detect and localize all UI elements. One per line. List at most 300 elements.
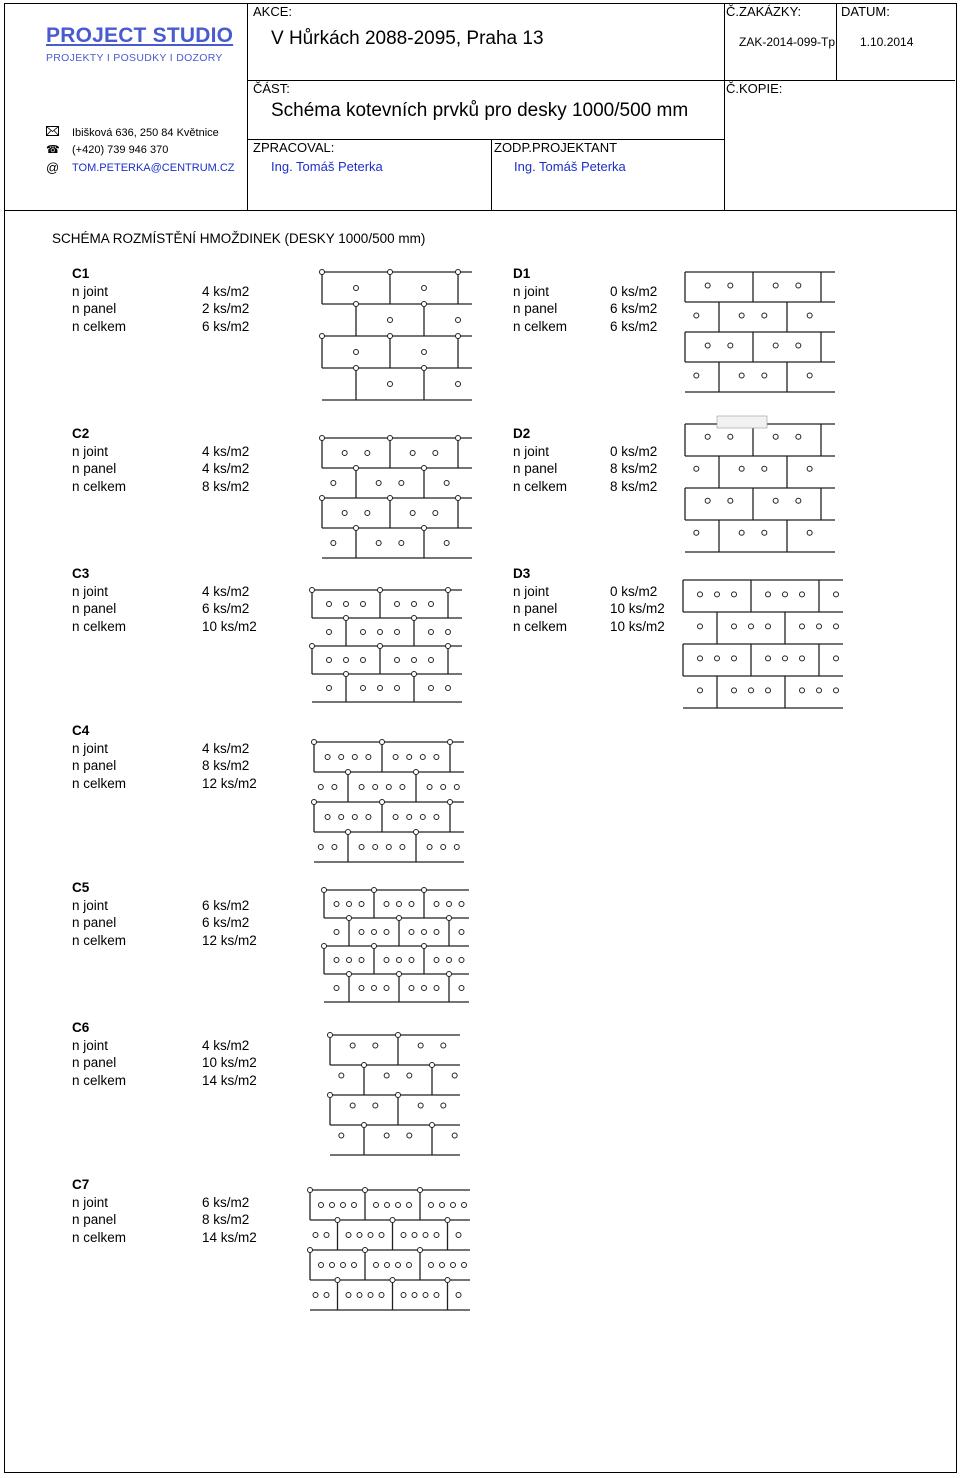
anchor-dot <box>732 592 737 597</box>
anchor-dot <box>344 602 349 607</box>
anchor-dot <box>350 1103 355 1108</box>
anchor-dot <box>427 785 432 790</box>
anchor-dot <box>342 511 347 516</box>
anchor-dot <box>410 511 415 516</box>
anchor-dot <box>694 373 699 378</box>
anchor-dot <box>319 1263 324 1268</box>
anchor-dot <box>388 436 393 441</box>
anchor-dot <box>694 313 699 318</box>
studio-name: PROJECT STUDIO <box>46 24 234 47</box>
anchor-dot <box>817 624 822 629</box>
header-divider <box>247 80 955 81</box>
anchor-dot <box>373 845 378 850</box>
anchor-dot <box>434 1293 439 1298</box>
anchor-dot <box>412 1293 417 1298</box>
scheme-title: C3 <box>72 566 90 581</box>
anchor-dot <box>418 1188 423 1193</box>
anchor-dot <box>313 1233 318 1238</box>
anchor-dot <box>434 902 439 907</box>
anchor-dot <box>739 530 744 535</box>
scheme-title: C4 <box>72 723 90 738</box>
anchor-dot <box>396 1033 401 1038</box>
anchor-dot <box>429 1263 434 1268</box>
anchor-dot <box>365 451 370 456</box>
anchor-dot <box>347 916 352 921</box>
anchor-dot <box>422 930 427 935</box>
anchor-dot <box>447 958 452 963</box>
anchor-dot <box>705 343 710 348</box>
anchor-dot <box>395 658 400 663</box>
anchor-dot <box>327 686 332 691</box>
anchor-dot <box>434 755 439 760</box>
anchor-dot <box>441 1103 446 1108</box>
anchor-dot <box>357 1233 362 1238</box>
anchor-dot <box>366 755 371 760</box>
anchor-dot <box>400 785 405 790</box>
anchor-dot <box>335 1278 340 1283</box>
anchor-dot <box>327 602 332 607</box>
scheme-value: 12 ks/m2 <box>202 776 257 792</box>
anchor-dot <box>834 592 839 597</box>
anchor-dot <box>354 350 359 355</box>
anchor-dot <box>783 592 788 597</box>
anchor-dot <box>807 530 812 535</box>
anchor-dot <box>773 498 778 503</box>
anchor-dot <box>409 958 414 963</box>
note-box <box>717 416 767 428</box>
anchor-dot <box>334 958 339 963</box>
zakazka-value: ZAK-2014-099-Tp <box>739 35 836 49</box>
anchor-dot <box>384 1133 389 1138</box>
anchor-dot <box>339 815 344 820</box>
contact-address <box>46 126 219 139</box>
cast-value: Schéma kotevních prvků pro desky 1000/500 mm <box>271 100 689 121</box>
anchor-dot <box>445 1278 450 1283</box>
header-divider <box>836 3 837 80</box>
scheme-key: n joint <box>72 1194 109 1210</box>
anchor-dot <box>433 511 438 516</box>
anchor-dot <box>347 958 352 963</box>
scheme-key: n celkem <box>72 319 127 335</box>
anchor-dot <box>739 466 744 471</box>
anchor-dot <box>422 366 427 371</box>
anchor-dot <box>418 1103 423 1108</box>
scheme-C5 <box>72 879 257 950</box>
anchor-dot <box>397 916 402 921</box>
anchor-dot <box>456 334 461 339</box>
anchor-dot <box>361 658 366 663</box>
anchor-dot <box>807 313 812 318</box>
scheme-value: 6 ks/m2 <box>202 1194 250 1210</box>
anchor-dot <box>354 466 359 471</box>
anchor-dot <box>462 1263 467 1268</box>
anchor-dot <box>325 755 330 760</box>
anchor-dot <box>749 624 754 629</box>
scheme-title: C1 <box>72 266 90 281</box>
contact-email <box>46 160 235 175</box>
anchor-dot <box>412 616 417 621</box>
anchor-dot <box>732 656 737 661</box>
anchor-dot <box>728 434 733 439</box>
anchor-dot <box>344 672 349 677</box>
anchor-dot <box>332 845 337 850</box>
anchor-dot <box>378 588 383 593</box>
anchor-dot <box>456 1293 461 1298</box>
scheme-value: 8 ks/m2 <box>202 479 250 495</box>
scheme-title: C2 <box>72 426 90 441</box>
anchor-dot <box>422 350 427 355</box>
anchor-dot <box>414 770 419 775</box>
anchor-dot <box>456 436 461 441</box>
scheme-value: 8 ks/m2 <box>610 461 658 477</box>
anchor-dot <box>698 624 703 629</box>
anchor-dot <box>773 343 778 348</box>
anchor-dot <box>422 944 427 949</box>
scheme-key: n celkem <box>72 1073 127 1089</box>
zakazka-label: Č.ZAKÁZKY: <box>726 4 802 19</box>
anchor-dot <box>454 785 459 790</box>
zodp-label: ZODP.PROJEKTANT <box>494 140 618 155</box>
anchor-dot <box>339 755 344 760</box>
anchor-dot <box>324 1293 329 1298</box>
scheme-value: 10 ks/m2 <box>202 1055 257 1071</box>
header-divider <box>491 139 492 210</box>
anchor-dot <box>456 318 461 323</box>
anchor-dot <box>451 1263 456 1268</box>
anchor-dot <box>330 1203 335 1208</box>
scheme-C1 <box>72 265 249 336</box>
scheme-title: C7 <box>72 1177 90 1192</box>
section-title: SCHÉMA ROZMÍSTĚNÍ HMOŽDINEK (DESKY 1000/500 mm) <box>52 231 426 246</box>
akce-value: V Hůrkách 2088-2095, Praha 13 <box>271 28 544 49</box>
anchor-dot <box>320 270 325 275</box>
anchor-dot <box>434 815 439 820</box>
anchor-dot <box>378 644 383 649</box>
anchor-dot <box>796 343 801 348</box>
anchor-dot <box>380 800 385 805</box>
anchor-dot <box>324 1233 329 1238</box>
anchor-dot <box>732 624 737 629</box>
anchor-dot <box>448 800 453 805</box>
scheme-key: n joint <box>72 283 109 299</box>
scheme-value: 14 ks/m2 <box>202 1230 257 1246</box>
anchor-dot <box>412 658 417 663</box>
anchor-dot <box>388 318 393 323</box>
anchor-dot <box>796 434 801 439</box>
anchor-dot <box>335 1218 340 1223</box>
anchor-dot <box>796 283 801 288</box>
anchor-dot <box>344 658 349 663</box>
anchor-dot <box>363 1188 368 1193</box>
scheme-value: 14 ks/m2 <box>202 1073 257 1089</box>
anchor-dot <box>396 1263 401 1268</box>
at-icon: @ <box>46 160 60 175</box>
anchor-dot <box>334 930 339 935</box>
anchor-dot <box>429 602 434 607</box>
anchor-dot <box>762 466 767 471</box>
anchor-sketch-c3 <box>300 580 480 712</box>
anchor-dot <box>334 986 339 991</box>
anchor-dot <box>327 658 332 663</box>
anchor-dot <box>346 830 351 835</box>
scheme-title: C6 <box>72 1020 90 1035</box>
anchor-sketch-d3 <box>675 570 850 715</box>
anchor-dot <box>350 1043 355 1048</box>
anchor-dot <box>434 930 439 935</box>
scheme-C6 <box>72 1019 257 1090</box>
scheme-title: D3 <box>513 566 531 581</box>
anchor-dot <box>412 1233 417 1238</box>
anchor-dot <box>446 630 451 635</box>
anchor-dot <box>445 1218 450 1223</box>
anchor-dot <box>407 1263 412 1268</box>
anchor-dot <box>384 1073 389 1078</box>
scheme-value: 10 ks/m2 <box>610 619 665 635</box>
anchor-dot <box>447 916 452 921</box>
anchor-dot <box>434 1233 439 1238</box>
scheme-value: 6 ks/m2 <box>610 319 658 335</box>
scheme-key: n panel <box>513 301 558 317</box>
header-divider <box>4 210 957 211</box>
anchor-dot <box>397 902 402 907</box>
anchor-dot <box>359 845 364 850</box>
anchor-dot <box>454 845 459 850</box>
anchor-dot <box>459 902 464 907</box>
scheme-key: n panel <box>72 1055 117 1071</box>
anchor-dot <box>423 1293 428 1298</box>
scheme-key: n joint <box>72 1037 109 1053</box>
anchor-dot <box>325 815 330 820</box>
scheme-value: 0 ks/m2 <box>610 443 658 459</box>
scheme-key: n celkem <box>72 479 127 495</box>
scheme-key: n joint <box>72 583 109 599</box>
anchor-dot <box>409 902 414 907</box>
anchor-dot <box>766 688 771 693</box>
anchor-dot <box>459 930 464 935</box>
anchor-dot <box>395 630 400 635</box>
scheme-key: n joint <box>72 740 109 756</box>
anchor-dot <box>444 541 449 546</box>
anchor-dot <box>400 845 405 850</box>
scheme-value: 0 ks/m2 <box>610 583 658 599</box>
anchor-dot <box>766 592 771 597</box>
anchor-dot <box>429 686 434 691</box>
anchor-dot <box>705 434 710 439</box>
anchor-dot <box>834 688 839 693</box>
anchor-dot <box>366 815 371 820</box>
scheme-value: 4 ks/m2 <box>202 583 250 599</box>
scheme-key: n joint <box>72 897 109 913</box>
scheme-key: n panel <box>72 758 117 774</box>
anchor-dot <box>452 1073 457 1078</box>
scheme-C2 <box>72 425 249 496</box>
anchor-dot <box>418 1248 423 1253</box>
anchor-dot <box>698 688 703 693</box>
anchor-dot <box>327 630 332 635</box>
anchor-dot <box>456 270 461 275</box>
anchor-dot <box>422 986 427 991</box>
scheme-value: 6 ks/m2 <box>202 601 250 617</box>
anchor-dot <box>807 466 812 471</box>
anchor-dot <box>412 672 417 677</box>
anchor-dot <box>459 958 464 963</box>
scheme-value: 12 ks/m2 <box>202 933 257 949</box>
scheme-key: n celkem <box>72 776 127 792</box>
anchor-dot <box>346 1233 351 1238</box>
anchor-dot <box>357 1293 362 1298</box>
anchor-dot <box>418 1043 423 1048</box>
anchor-dot <box>390 1218 395 1223</box>
akce-label: AKCE: <box>253 4 293 19</box>
anchor-sketch-c5 <box>300 880 480 1014</box>
anchor-dot <box>373 1043 378 1048</box>
scheme-value: 8 ks/m2 <box>610 479 658 495</box>
anchor-dot <box>766 624 771 629</box>
anchor-dot <box>409 930 414 935</box>
anchor-dot <box>440 1203 445 1208</box>
scheme-value: 8 ks/m2 <box>202 758 250 774</box>
email-link[interactable]: TOM.PETERKA@CENTRUM.CZ <box>72 161 235 174</box>
anchor-dot <box>407 1203 412 1208</box>
anchor-dot <box>320 496 325 501</box>
anchor-dot <box>452 1133 457 1138</box>
anchor-dot <box>386 785 391 790</box>
anchor-dot <box>352 1203 357 1208</box>
anchor-dot <box>705 498 710 503</box>
scheme-value: 4 ks/m2 <box>202 740 250 756</box>
anchor-dot <box>368 1293 373 1298</box>
anchor-dot <box>322 944 327 949</box>
scheme-key: n panel <box>72 1212 117 1228</box>
anchor-dot <box>409 986 414 991</box>
anchor-dot <box>347 972 352 977</box>
anchor-dot <box>332 785 337 790</box>
scheme-value: 4 ks/m2 <box>202 1037 250 1053</box>
contact-phone <box>46 143 168 156</box>
anchor-dot <box>412 602 417 607</box>
anchor-dot <box>444 481 449 486</box>
anchor-dot <box>359 958 364 963</box>
anchor-sketch-c4 <box>300 732 480 870</box>
scheme-value: 0 ks/m2 <box>610 283 658 299</box>
anchor-dot <box>342 451 347 456</box>
anchor-dot <box>388 496 393 501</box>
scheme-value: 4 ks/m2 <box>202 283 250 299</box>
anchor-sketch-c7 <box>300 1180 480 1320</box>
anchor-dot <box>354 366 359 371</box>
anchor-dot <box>441 1043 446 1048</box>
kopie-label: Č.KOPIE: <box>726 81 783 96</box>
anchor-sketch-c1 <box>300 262 480 408</box>
anchor-dot <box>715 592 720 597</box>
scheme-D1 <box>513 265 657 336</box>
anchor-dot <box>427 845 432 850</box>
anchor-dot <box>361 630 366 635</box>
zpracoval-value: Ing. Tomáš Peterka <box>271 159 383 174</box>
anchor-dot <box>384 930 389 935</box>
anchor-dot <box>694 530 699 535</box>
scheme-key: n joint <box>513 443 550 459</box>
anchor-dot <box>320 334 325 339</box>
anchor-dot <box>698 656 703 661</box>
anchor-dot <box>399 481 404 486</box>
anchor-dot <box>308 1188 313 1193</box>
scheme-key: n panel <box>72 461 117 477</box>
anchor-dot <box>373 1103 378 1108</box>
anchor-dot <box>379 1293 384 1298</box>
anchor-dot <box>429 658 434 663</box>
anchor-dot <box>384 986 389 991</box>
anchor-dot <box>384 902 389 907</box>
anchor-dot <box>773 434 778 439</box>
zpracoval-label: ZPRACOVAL: <box>253 140 335 155</box>
scheme-key: n celkem <box>513 479 568 495</box>
anchor-dot <box>800 656 805 661</box>
scheme-value: 4 ks/m2 <box>202 461 250 477</box>
anchor-dot <box>374 1203 379 1208</box>
anchor-dot <box>766 656 771 661</box>
scheme-value: 10 ks/m2 <box>202 619 257 635</box>
anchor-dot <box>705 283 710 288</box>
anchor-dot <box>429 630 434 635</box>
anchor-dot <box>422 466 427 471</box>
anchor-dot <box>318 785 323 790</box>
anchor-dot <box>762 313 767 318</box>
anchor-dot <box>410 451 415 456</box>
anchor-dot <box>796 498 801 503</box>
anchor-dot <box>308 1248 313 1253</box>
anchor-dot <box>352 755 357 760</box>
anchor-dot <box>378 686 383 691</box>
scheme-value: 6 ks/m2 <box>610 301 658 317</box>
anchor-dot <box>322 888 327 893</box>
anchor-dot <box>352 815 357 820</box>
anchor-dot <box>373 785 378 790</box>
anchor-dot <box>313 1293 318 1298</box>
anchor-dot <box>420 815 425 820</box>
anchor-dot <box>397 958 402 963</box>
scheme-key: n panel <box>72 301 117 317</box>
anchor-dot <box>422 302 427 307</box>
phone-icon: ☎ <box>46 144 60 156</box>
scheme-value: 6 ks/m2 <box>202 319 250 335</box>
anchor-dot <box>344 616 349 621</box>
anchor-dot <box>441 845 446 850</box>
scheme-key: n joint <box>513 583 550 599</box>
anchor-dot <box>341 1203 346 1208</box>
anchor-dot <box>393 755 398 760</box>
anchor-dot <box>385 1203 390 1208</box>
anchor-dot <box>363 1248 368 1253</box>
anchor-dot <box>728 498 733 503</box>
scheme-key: n celkem <box>72 619 127 635</box>
anchor-dot <box>433 451 438 456</box>
scheme-title: D1 <box>513 266 531 281</box>
anchor-dot <box>401 1233 406 1238</box>
anchor-dot <box>422 888 427 893</box>
anchor-dot <box>339 1073 344 1078</box>
anchor-dot <box>359 986 364 991</box>
anchor-dot <box>807 373 812 378</box>
scheme-key: n celkem <box>513 619 568 635</box>
anchor-dot <box>739 313 744 318</box>
anchor-dot <box>372 888 377 893</box>
scheme-key: n panel <box>72 915 117 931</box>
anchor-dot <box>372 986 377 991</box>
anchor-dot <box>446 686 451 691</box>
anchor-dot <box>310 644 315 649</box>
anchor-dot <box>320 436 325 441</box>
